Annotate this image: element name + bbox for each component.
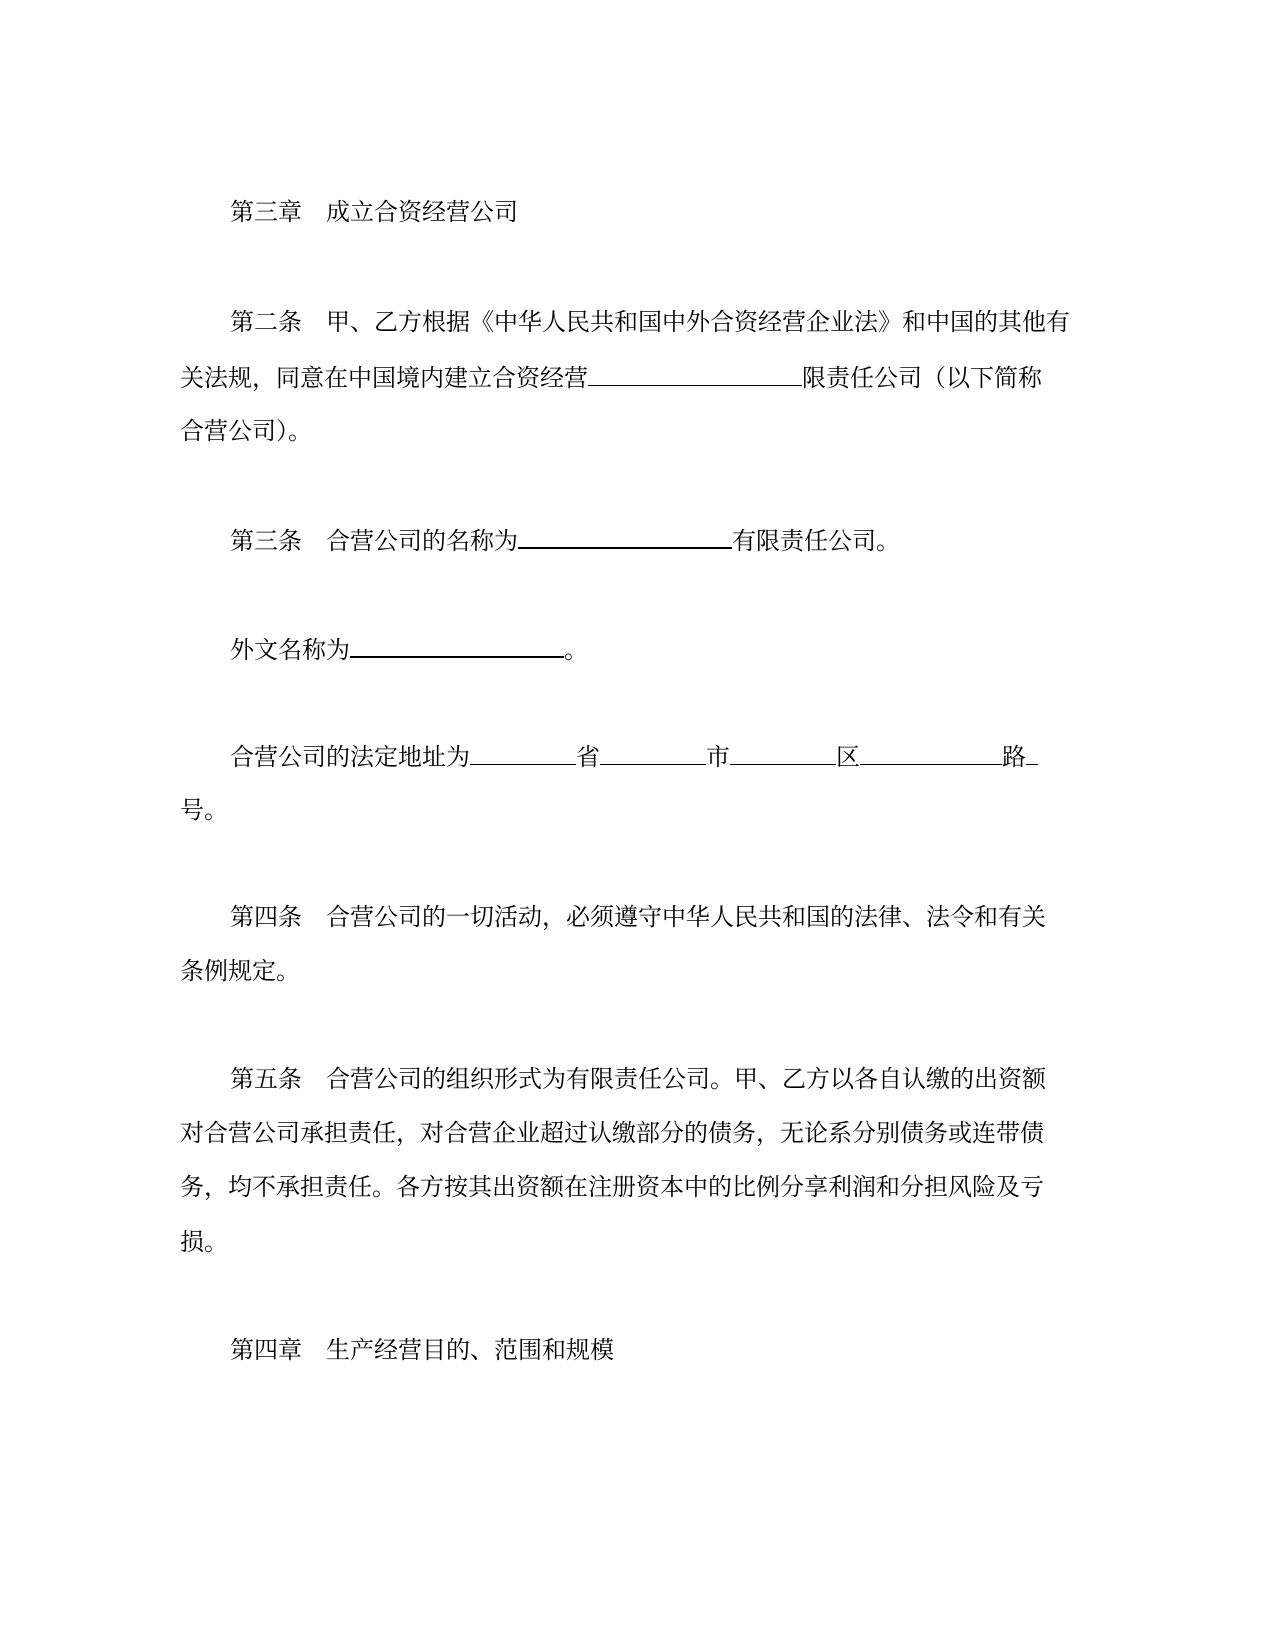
foreign-name-text-b: 。	[564, 636, 588, 664]
address-line-2	[180, 795, 1080, 825]
address-city: 市	[706, 743, 730, 771]
chapter-3-heading	[230, 197, 1130, 227]
province-blank[interactable]	[470, 740, 576, 765]
article-3-line	[230, 523, 1130, 553]
chapter-4-title: 生产经营目的、范围和规模	[326, 1336, 614, 1364]
article-2-line-2	[180, 361, 1080, 391]
company-chinese-name-blank[interactable]	[518, 523, 732, 549]
article-5-line-2	[180, 1118, 1080, 1148]
address-road: 路	[1002, 743, 1026, 771]
article-4-line-2	[180, 956, 1080, 986]
article-2-text-3: 合营公司）。	[180, 417, 312, 445]
chapter-4-heading	[230, 1335, 1130, 1365]
article-4-text-2: 条例规定。	[180, 957, 300, 985]
article-5-label: 第五条	[230, 1065, 302, 1093]
road-blank[interactable]	[860, 740, 1002, 765]
company-foreign-name-blank[interactable]	[350, 632, 564, 658]
article-5-text-1: 合营公司的组织形式为有限责任公司。甲、乙方以各自认缴的出资额	[326, 1065, 1046, 1093]
address-province: 省	[576, 743, 600, 771]
address-text-a: 合营公司的法定地址为	[230, 743, 470, 771]
address-district: 区	[836, 743, 860, 771]
article-5-text-4: 损。	[180, 1228, 228, 1256]
article-2-label: 第二条	[230, 308, 302, 336]
foreign-name-text-a: 外文名称为	[230, 636, 350, 664]
company-name-blank[interactable]	[588, 361, 802, 386]
article-2-line-1	[230, 307, 1130, 337]
article-4-text-1: 合营公司的一切活动，必须遵守中华人民共和国的法律、法令和有关	[326, 903, 1046, 931]
chapter-3-label: 第三章	[230, 198, 302, 226]
article-2-line-3	[180, 416, 1080, 446]
article-5-line-1	[230, 1064, 1130, 1094]
article-5-line-4	[180, 1227, 1080, 1257]
article-2-text-2b: 限责任公司（以下简称	[802, 364, 1042, 392]
article-2-text-2a: 关法规，同意在中国境内建立合资经营	[180, 364, 588, 392]
article-5-line-3	[180, 1172, 1080, 1202]
article-4-line-1	[230, 902, 1130, 932]
district-blank[interactable]	[730, 740, 836, 765]
article-3-text-a: 合营公司的名称为	[326, 527, 518, 555]
number-blank[interactable]	[1026, 740, 1038, 765]
chapter-3-title: 成立合资经营公司	[326, 198, 518, 226]
article-2-text-1: 甲、乙方根据《中华人民共和国中外合资经营企业法》和中国的其他有	[326, 308, 1070, 336]
article-5-text-3: 务，均不承担责任。各方按其出资额在注册资本中的比例分享利润和分担风险及亏	[180, 1173, 1044, 1201]
foreign-name-line	[230, 632, 1130, 662]
article-5-text-2: 对合营公司承担责任，对合营企业超过认缴部分的债务，无论系分别债务或连带债	[180, 1119, 1044, 1147]
city-blank[interactable]	[600, 740, 706, 765]
address-number: 号。	[180, 796, 228, 824]
article-3-label: 第三条	[230, 527, 302, 555]
article-3-text-b: 有限责任公司。	[732, 527, 900, 555]
article-4-label: 第四条	[230, 903, 302, 931]
address-line-1	[230, 740, 1130, 770]
chapter-4-label: 第四章	[230, 1336, 302, 1364]
